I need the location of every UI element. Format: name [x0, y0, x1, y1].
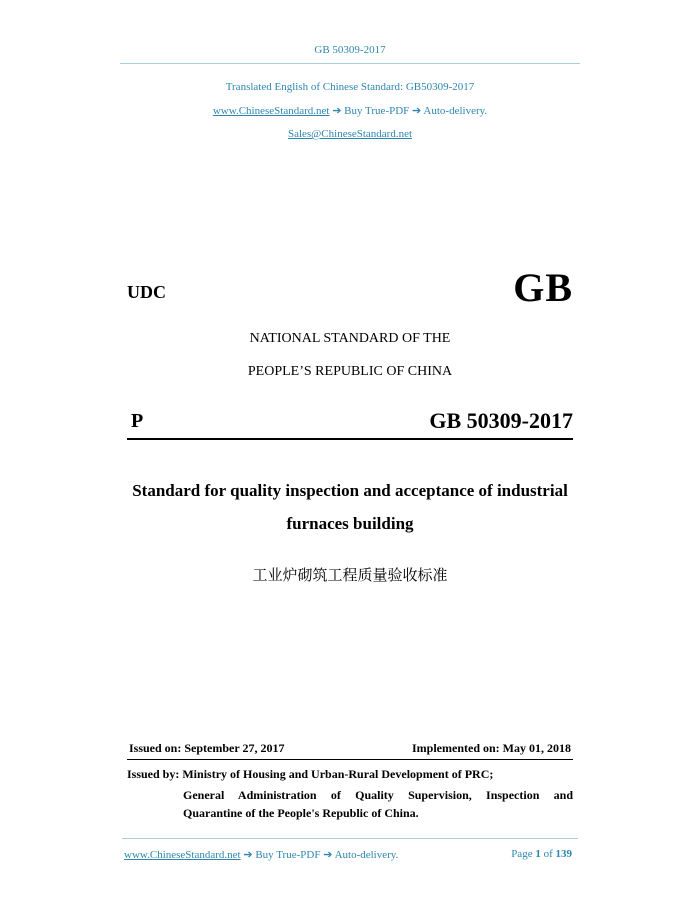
footer-auto-delivery-text: Auto-delivery. [334, 849, 399, 861]
title-line2: furnaces building [286, 514, 414, 533]
national-standard-line2: PEOPLE’S REPUBLIC OF CHINA [247, 364, 453, 379]
implemented-on: Implemented on: May 01, 2018 [412, 741, 571, 755]
arrow-right-icon: ➔ [323, 849, 333, 861]
issued-by-line3: Quarantine of the People's Republic of China. [183, 806, 419, 820]
header-rule [120, 63, 580, 64]
header-code: GB 50309-2017 [314, 44, 386, 56]
issued-by-line1: Issued by: Ministry of Housing and Urban-Rural Development of PRC; [127, 767, 494, 781]
email-line [0, 128, 700, 140]
title-line1: Standard for quality inspection and acceptance of industrial [132, 481, 568, 500]
page-current: 1 [535, 848, 541, 860]
page-total: 139 [555, 848, 572, 860]
translation-note: Translated English of Chinese Standard: GB50309-2017 [225, 81, 475, 93]
chinese-title: 工业炉砌筑工程质量验收标准 [252, 566, 448, 584]
page-label: Page [511, 848, 533, 860]
email-link[interactable]: Sales@ChineseStandard.net [287, 128, 413, 140]
footer-rule [122, 838, 578, 839]
footer-site-link[interactable]: www.ChineseStandard.net [124, 849, 241, 861]
national-standard-line1: NATIONAL STANDARD OF THE [249, 331, 451, 346]
footer-links [124, 848, 398, 861]
buy-true-pdf-text: Buy True-PDF [344, 105, 410, 117]
issued-on: Issued on: September 27, 2017 [129, 741, 285, 755]
dates-rule [127, 759, 573, 760]
category-letter: P [131, 410, 144, 432]
arrow-right-icon: ➔ [243, 849, 253, 861]
arrow-right-icon: ➔ [412, 105, 422, 117]
page-indicator [511, 848, 572, 860]
udc-label: UDC [127, 282, 166, 302]
site-link[interactable]: www.ChineseStandard.net [212, 105, 330, 117]
page-of: of [543, 848, 553, 860]
footer-buy-true-pdf-text: Buy True-PDF [255, 849, 321, 861]
number-rule [127, 438, 573, 440]
standard-number: GB 50309-2017 [429, 408, 573, 433]
auto-delivery-text: Auto-delivery. [423, 105, 488, 117]
arrow-right-icon: ➔ [332, 105, 342, 117]
issued-by-line2: General Administration of Quality Supervision, Inspection and [183, 788, 573, 802]
intro-links-line [0, 104, 700, 117]
gb-logo-text: GB [513, 265, 573, 310]
